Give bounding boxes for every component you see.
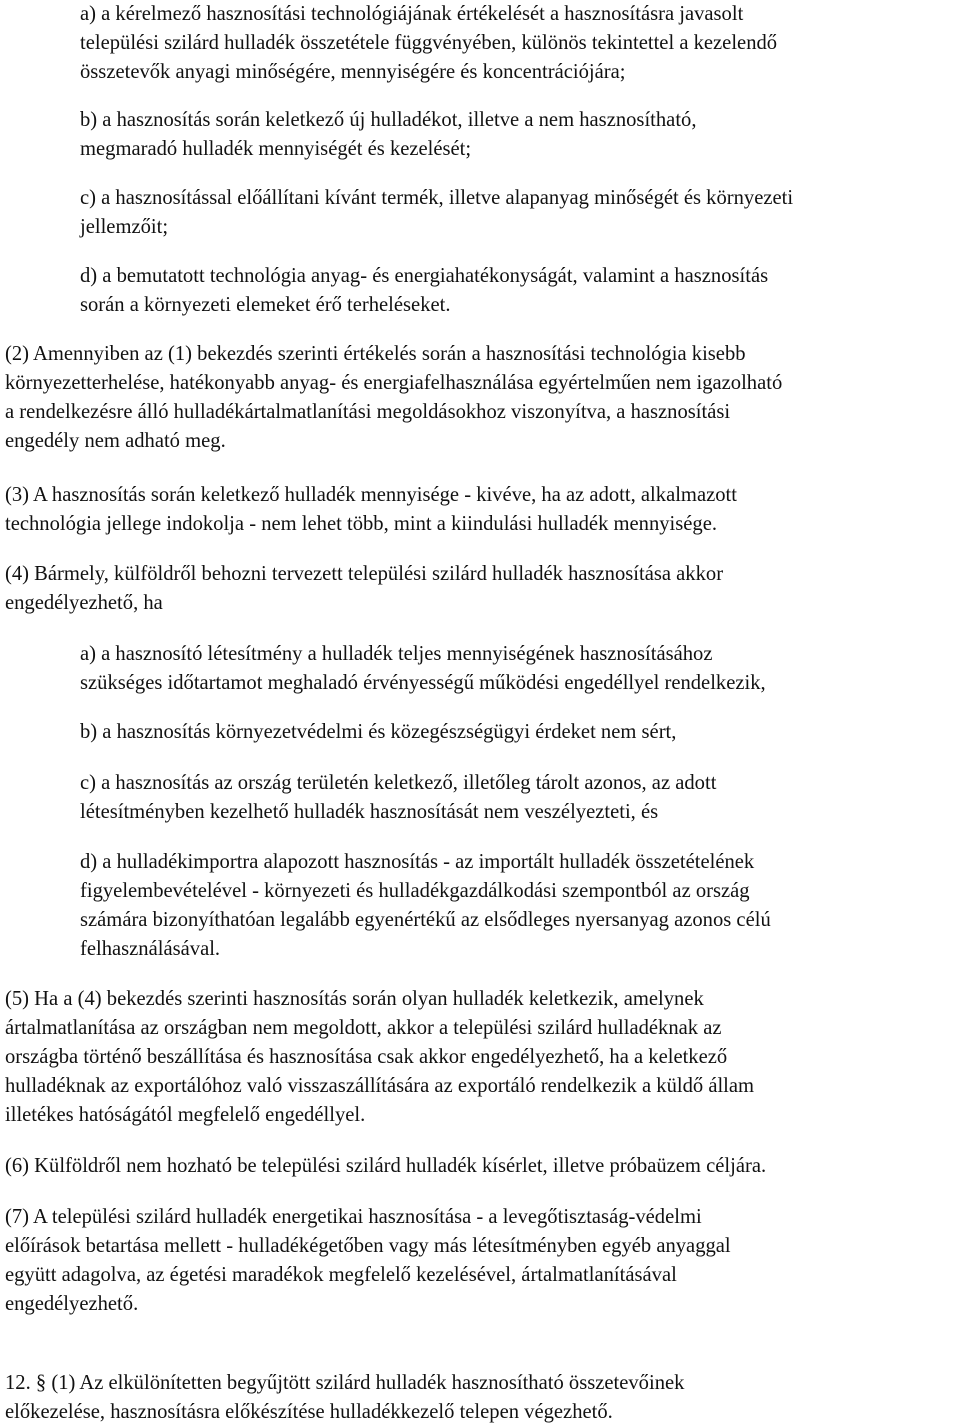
- paragraph-5-line-4: hulladéknak az exportálóhoz való visszaszállítására az exportáló rendelkezik a küldő állam: [5, 1075, 755, 1097]
- paragraph-2-line-2: környezetterhelése, hatékonyabb anyag- és energiafelhasználása egyértelműen nem igazolható: [5, 372, 783, 394]
- item-4a-line-2: szükséges időtartamot meghaladó érvényességű működési engedéllyel rendelkezik,: [80, 672, 766, 694]
- paragraph-7-line-4: engedélyezhető.: [5, 1293, 139, 1315]
- item-4d-line-2: figyelembevételével - környezeti és hulladékgazdálkodási szempontból az ország: [80, 880, 750, 902]
- item-a-line-1: a) a kérelmező hasznosítási technológiájának értékelését a hasznosításra javasolt: [80, 3, 744, 25]
- paragraph-5-line-1: (5) Ha a (4) bekezdés szerinti hasznosítás során olyan hulladék keletkezik, amelynek: [5, 988, 704, 1010]
- item-a-line-3: összetevők anyagi minőségére, mennyiségére és koncentrációjára;: [80, 61, 626, 83]
- item-4d-line-1: d) a hulladékimportra alapozott hasznosítás - az importált hulladék összetételének: [80, 851, 755, 873]
- item-4c-line-2: létesítményben kezelhető hulladék hasznosítását nem veszélyezteti, és: [80, 801, 659, 823]
- item-4d-line-4: felhasználásával.: [80, 938, 221, 960]
- item-b-line-2: megmaradó hulladék mennyiségét és kezelését;: [80, 138, 472, 160]
- paragraph-2-line-1: (2) Amennyiben az (1) bekezdés szerinti értékelés során a hasznosítási technológia kisebb: [5, 343, 746, 365]
- item-c-line-1: c) a hasznosítással előállítani kívánt termék, illetve alapanyag minőségét és környezeti: [80, 187, 794, 209]
- paragraph-7-line-3: együtt adagolva, az égetési maradékok megfelelő kezelésével, ártalmatlanításával: [5, 1264, 677, 1286]
- section-12-line-1: 12. § (1) Az elkülönítetten begyűjtött szilárd hulladék hasznosítható összetevőinek: [5, 1372, 685, 1394]
- paragraph-7-line-1: (7) A települési szilárd hulladék energetikai hasznosítása - a levegőtisztaság-védelmi: [5, 1206, 702, 1228]
- paragraph-5-line-5: illetékes hatóságától megfelelő engedéllyel.: [5, 1104, 366, 1126]
- item-d-line-2: során a környezeti elemeket érő terheléseket.: [80, 294, 451, 316]
- paragraph-7-line-2: előírások betartása mellett - hulladékégetőben vagy más létesítményben egyéb anyaggal: [5, 1235, 731, 1257]
- paragraph-5-line-2: ártalmatlanítása az országban nem megoldott, akkor a települési szilárd hulladéknak az: [5, 1017, 722, 1039]
- paragraph-2-line-3: a rendelkezésre álló hulladékártalmatlanítási megoldásokhoz viszonyítva, a hasznosítási: [5, 401, 731, 423]
- item-4c-line-1: c) a hasznosítás az ország területén keletkező, illetőleg tárolt azonos, az adott: [80, 772, 717, 794]
- paragraph-3-line-1: (3) A hasznosítás során keletkező hulladék mennyisége - kivéve, ha az adott, alkalmazott: [5, 484, 737, 506]
- item-d-line-1: d) a bemutatott technológia anyag- és energiahatékonyságát, valamint a hasznosítás: [80, 265, 769, 287]
- item-a-line-2: települési szilárd hulladék összetétele függvényében, különös tekintettel a kezelendő: [80, 32, 778, 54]
- item-4a-line-1: a) a hasznosító létesítmény a hulladék teljes mennyiségének hasznosításához: [80, 643, 713, 665]
- paragraph-6-line-1: (6) Külföldről nem hozható be települési szilárd hulladék kísérlet, illetve próbaüzem céljára.: [5, 1155, 767, 1177]
- paragraph-2-line-4: engedély nem adható meg.: [5, 430, 226, 452]
- paragraph-4-line-2: engedélyezhető, ha: [5, 592, 163, 614]
- paragraph-4-line-1: (4) Bármely, külföldről behozni tervezett települési szilárd hulladék hasznosítása akkor: [5, 563, 724, 585]
- item-4d-line-3: számára bizonyíthatóan legalább egyenértékű az elsődleges nyersanyag azonos célú: [80, 909, 771, 931]
- paragraph-5-line-3: országba történő beszállítása és hasznosítása csak akkor engedélyezhető, ha a keletkező: [5, 1046, 728, 1068]
- section-12-line-2: előkezelése, hasznosításra előkészítése hulladékkezelő telepen végezhető.: [5, 1401, 613, 1423]
- item-4b-line-1: b) a hasznosítás környezetvédelmi és közegészségügyi érdeket nem sért,: [80, 721, 677, 743]
- paragraph-3-line-2: technológia jellege indokolja - nem lehet több, mint a kiindulási hulladék mennyisége.: [5, 513, 718, 535]
- item-c-line-2: jellemzőit;: [80, 216, 169, 238]
- item-b-line-1: b) a hasznosítás során keletkező új hulladékot, illetve a nem hasznosítható,: [80, 109, 697, 131]
